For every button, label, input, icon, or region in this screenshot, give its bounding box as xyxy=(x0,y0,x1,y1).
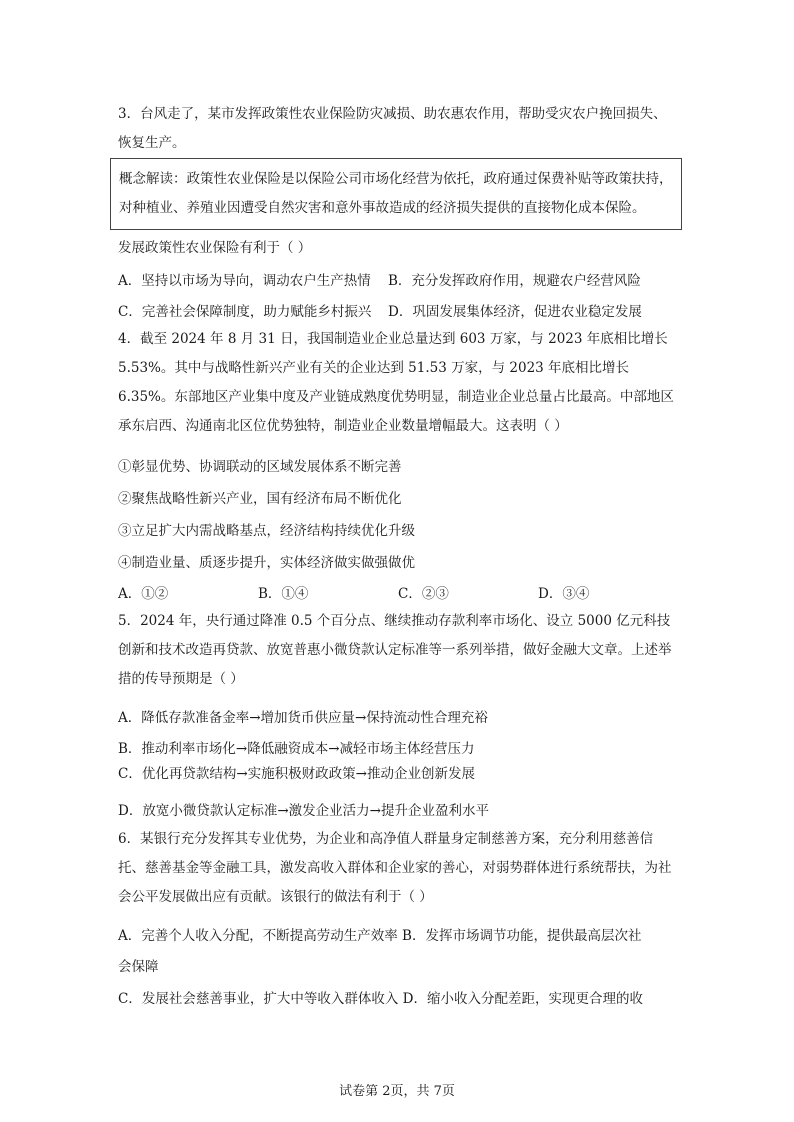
q5-stem: 5．2024 年，央行通过降准 0.5 个百分点、继续推动存款利率市场化、设立 5000 亿元科技创新和技术改造再贷款、放宽普惠小微贷款认定标准等一系列举措，做好金融大文章。上述举措的传导预期是（ ） xyxy=(118,613,672,687)
q3-options-cd xyxy=(118,302,642,322)
q6-options-cd-line: C．发展社会慈善事业，扩大中等收入群体收入 D．缩小收入分配差距，实现更合理的收 xyxy=(118,991,643,1007)
q4-statement-3: ③立足扩大内需战略基点，经济结构持续优化升级 xyxy=(118,523,415,539)
q4-option-a: A．①② xyxy=(118,586,169,602)
q5-option-b: B．推动利率市场化→降低融资成本→减轻市场主体经营压力 xyxy=(118,741,475,757)
concept-line-1: 概念解读：政策性农业保险是以保险公司市场化经营为依托，政府通过保费补贴等政策扶持， xyxy=(119,171,673,187)
q5-option-d: D．放宽小微贷款认定标准→激发企业活力→提升企业盈利水平 xyxy=(118,803,489,819)
q3-ask: 发展政策性农业保险有利于（ ） xyxy=(118,240,312,256)
q4-stem: 4．截至 2024 年 8 月 31 日，我国制造业企业总量达到 603 万家，与 2023 年底相比增长 5.53%。其中与战略性新兴产业有关的企业达到 51.53 万家，与 2023 年底相比增长 6.35%。东部地区产业集中度及产业链成熟度优势明显，制造业企业总量占比最高。中部地区承东启西、沟通南北区位优势独特，制造业企业数量增幅最大。这表明（ ） xyxy=(118,331,674,434)
q6-options-ab-line-1: A．完善个人收入分配，不断提高劳动生产效率 B．发挥市场调节功能，提供最高层次社 xyxy=(118,928,642,944)
q3-option-d: D．巩固发展集体经济，促进农业稳定发展 xyxy=(388,304,642,320)
q5-option-a: A．降低存款准备金率→增加货币供应量→保持流动性合理充裕 xyxy=(118,710,488,726)
q3-option-a: A．坚持以市场为导向，调动农户生产热情 xyxy=(118,273,371,289)
q6-options-ab-line-2: 会保障 xyxy=(118,959,159,975)
concept-box xyxy=(110,158,682,230)
q4-statement-1: ①彰显优势、协调联动的区域发展体系不断完善 xyxy=(118,459,402,475)
q3-stem: 3．台风走了，某市发挥政策性农业保险防灾减损、助农惠农作用，帮助受灾农户挽回损失、恢复生产。 xyxy=(118,106,667,151)
q3-options-ab xyxy=(118,271,641,291)
page-footer: 试卷第 2页，共 7页 xyxy=(339,1084,455,1099)
q3-option-b: B．充分发挥政府作用，规避农户经营风险 xyxy=(388,273,641,289)
q5-option-c: C．优化再贷款结构→实施积极财政政策→推动企业创新发展 xyxy=(118,766,475,782)
q4-option-c: C．②③ xyxy=(398,586,449,602)
q4-option-b: B．①④ xyxy=(258,586,309,602)
q6-stem: 6．某银行充分发挥其专业优势，为企业和高净值人群量身定制慈善方案，充分利用慈善信托、慈善基金等金融工具，激发高收入群体和企业家的善心，对弱势群体进行系统帮扶，为社会公平发展做出应有贡献。该银行的做法有利于（ ） xyxy=(118,831,672,905)
q3-option-c: C．完善社会保障制度，助力赋能乡村振兴 xyxy=(118,304,372,320)
q4-options xyxy=(118,584,589,604)
q4-statement-2: ②聚焦战略性新兴产业，国有经济布局不断优化 xyxy=(118,491,402,507)
q4-option-d: D．③④ xyxy=(538,586,590,602)
q4-statement-4: ④制造业量、质逐步提升，实体经济做实做强做优 xyxy=(118,555,415,571)
concept-line-2: 对种植业、养殖业因遭受自然灾害和意外事故造成的经济损失提供的直接物化成本保险。 xyxy=(119,200,646,216)
